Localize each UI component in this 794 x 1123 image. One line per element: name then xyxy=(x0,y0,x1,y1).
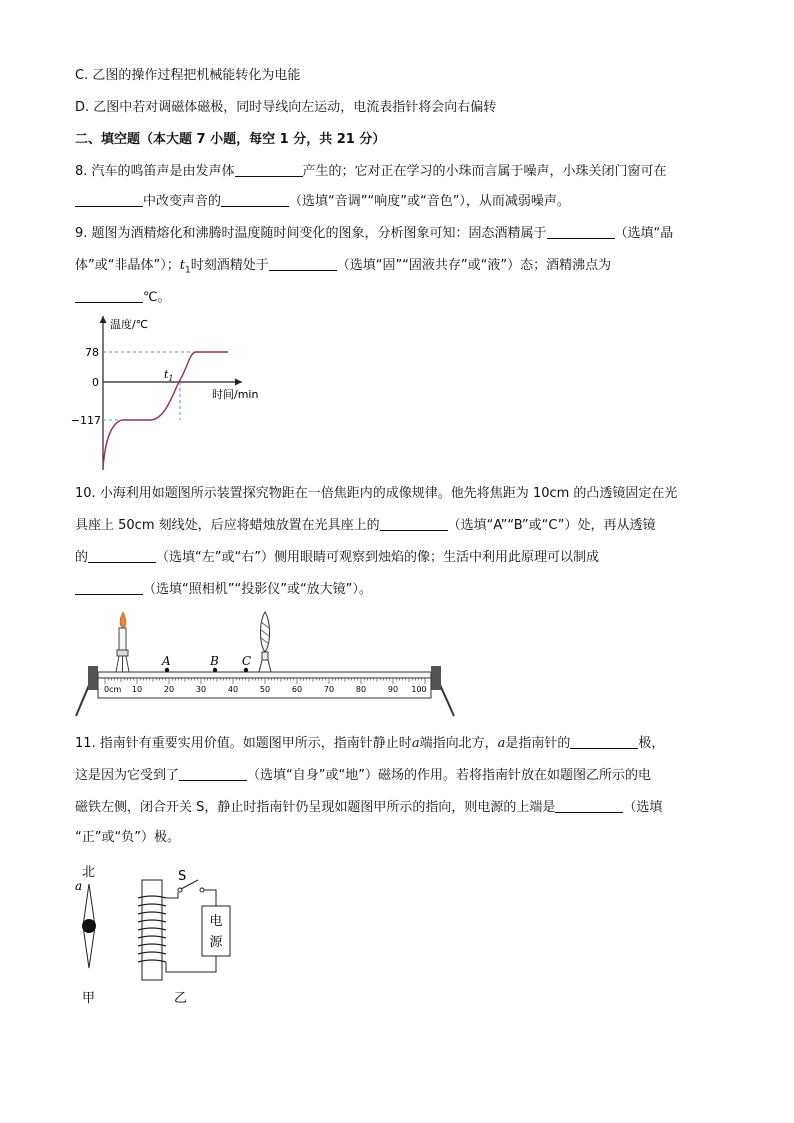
q11-line-2: 这是因为它受到了 （选填“自身”或“地”）磁场的作用。若将指南针放在如题图乙所示的电 xyxy=(75,768,651,783)
point-b-dot xyxy=(213,668,217,672)
t1-label: $t_1$ xyxy=(164,368,174,383)
y-axis-label: 温度/℃ xyxy=(110,318,149,331)
q9-blank-3[interactable] xyxy=(75,288,143,303)
tick-label-90: 90 xyxy=(387,685,399,694)
q8-line-1: 8. 汽车的鸣笛声是由发声体 产生的；它对正在学习的小珠而言属于噪声，小珠关闭门窗可在 xyxy=(75,164,667,179)
temperature-time-graph xyxy=(70,310,280,475)
tick-label-20: 20 xyxy=(163,685,175,694)
switch-label: S xyxy=(178,869,187,884)
wire-top xyxy=(166,892,178,898)
right-end-block xyxy=(431,666,441,690)
q11-blank-1[interactable] xyxy=(570,734,638,749)
bench-rail-top xyxy=(98,672,431,678)
point-c-label: C xyxy=(242,654,252,668)
power-source-label-1: 电 xyxy=(209,914,223,929)
q8-blank-1[interactable] xyxy=(235,162,303,177)
section-title: 二、填空题（本大题 7 小题，每空 1 分，共 21 分） xyxy=(75,132,386,147)
north-label: 北 xyxy=(82,865,96,880)
left-end-block xyxy=(88,666,98,690)
x-axis-label: 时间/min xyxy=(212,388,259,401)
q8-blank-2[interactable] xyxy=(75,192,143,207)
figure-yi-label: 乙 xyxy=(174,991,188,1006)
tick-label-0: 0cm xyxy=(104,685,122,694)
q9-line-3: ℃。 xyxy=(75,288,725,308)
point-a-dot xyxy=(165,668,169,672)
q11-line-4: “正”或“负”）极。 xyxy=(75,830,180,845)
q10-line-3: 的 （选填“左”或“右”）侧用眼睛可观察到烛焰的像；生活中利用此原理可以制成 xyxy=(75,550,599,565)
q10-blank-2[interactable] xyxy=(88,548,156,563)
compass-pivot xyxy=(82,919,96,933)
q10-line-4: （选填“照相机”“投影仪”或“放大镜”）。 xyxy=(75,580,725,600)
optical-bench-figure xyxy=(70,608,460,723)
q10-line-2: 具座上 50cm 刻线处，后应将蜡烛放置在光具座上的 （选填“A”“B”或“C”）处，再从透镜 xyxy=(75,518,656,533)
candle xyxy=(116,612,129,672)
figure-jia-label: 甲 xyxy=(82,991,96,1006)
q9-line-1: 9. 题图为酒精熔化和沸腾时温度随时间变化的图象，分析图象可知：固态酒精属于 （选填“晶 xyxy=(75,226,674,241)
q11-line-1: 11. 指南针有重要实用价值。如题图甲所示，指南针静止时a端指向北方，a是指南针的 极， xyxy=(75,736,665,751)
q11-line-3: 磁铁左侧，闭合开关 S，静止时指南针仍呈现如题图甲所示的指向，则电源的上端是 （选填 xyxy=(75,800,663,815)
tick-label-70: 70 xyxy=(323,685,335,694)
tick-0: 0 xyxy=(92,376,99,389)
q10-line-1: 10. 小海利用如题图所示装置探究物距在一倍焦距内的成像规律。他先将焦距为 10cm 的凸透镜固定在光 xyxy=(75,486,678,501)
wire-to-source xyxy=(204,890,216,906)
tick-label-100: 100 xyxy=(411,685,427,694)
point-a-label: A xyxy=(162,654,171,668)
option-d: D. 乙图中若对调磁体磁极，同时导线向左运动，电流表指针将会向右偏转 xyxy=(75,100,497,115)
iron-core xyxy=(142,880,162,980)
lens-body xyxy=(261,612,270,652)
q11-blank-3[interactable] xyxy=(555,798,623,813)
switch-contact-right xyxy=(200,888,204,892)
q8-blank-3[interactable] xyxy=(221,192,289,207)
tick-78: 78 xyxy=(85,346,99,359)
point-b-label: B xyxy=(210,654,219,668)
tick-label-50: 50 xyxy=(259,685,271,694)
candle-flame xyxy=(120,612,126,628)
tick-label-80: 80 xyxy=(355,685,367,694)
candle-body xyxy=(119,628,126,650)
end-a-label: a xyxy=(75,879,83,893)
convex-lens xyxy=(259,612,271,672)
tick-label-60: 60 xyxy=(291,685,303,694)
tick-label-10: 10 xyxy=(131,685,143,694)
power-source-label-2: 源 xyxy=(209,935,223,950)
tick-neg117: −117 xyxy=(70,414,101,427)
option-c: C. 乙图的操作过程把机械能转化为电能 xyxy=(75,68,301,83)
q9-line-2: 体”或“非晶体”）；$t_1$时刻酒精处于 （选填“固”“固液共存”或“液”）态；酒精沸点为 xyxy=(75,258,612,276)
q10-blank-1[interactable] xyxy=(380,516,448,531)
compass-electromagnet-figure xyxy=(70,860,260,1010)
tick-label-30: 30 xyxy=(195,685,207,694)
q9-blank-2[interactable] xyxy=(269,256,337,271)
wire-bottom xyxy=(166,956,216,972)
q9-blank-1[interactable] xyxy=(547,224,615,239)
tick-label-40: 40 xyxy=(227,685,239,694)
q10-blank-3[interactable] xyxy=(75,580,143,595)
q8-line-2: 中改变声音的 （选填“音调”“响度”或“音色”），从而减弱噪声。 xyxy=(75,192,725,212)
point-c-dot xyxy=(244,668,248,672)
q11-blank-2[interactable] xyxy=(179,766,247,781)
